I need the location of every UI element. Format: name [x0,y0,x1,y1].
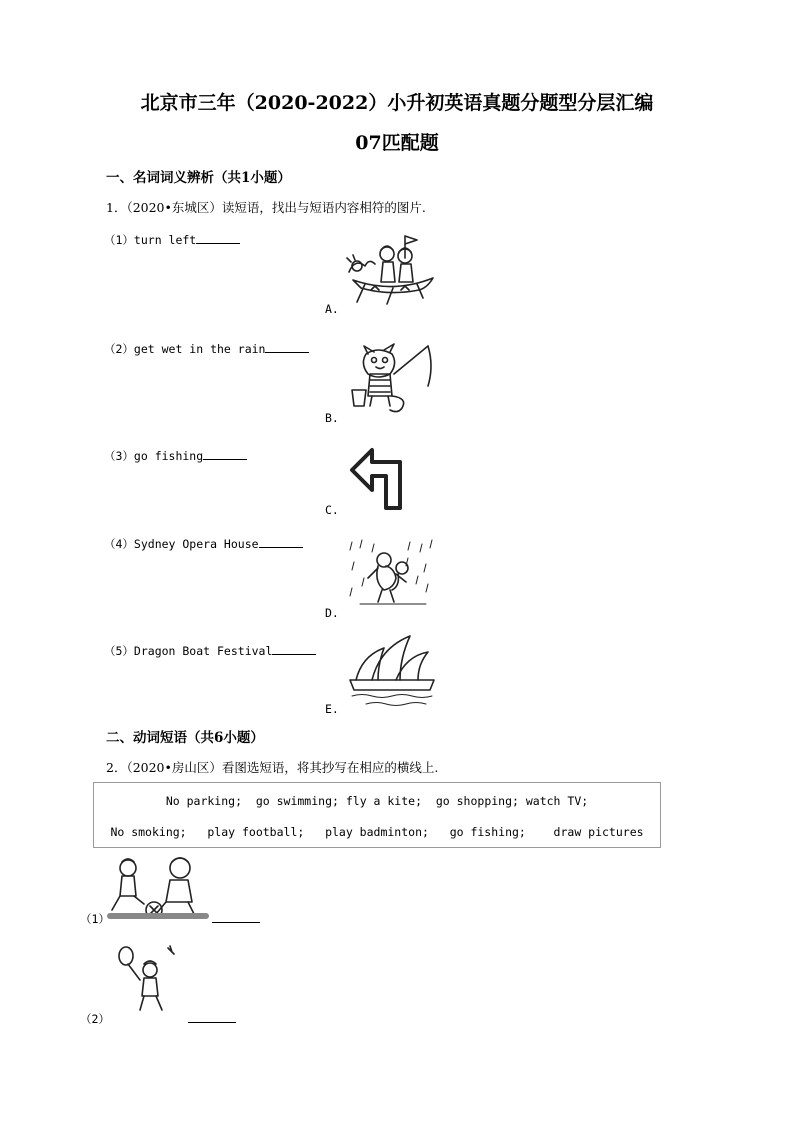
q2-item-1-blank[interactable] [212,911,260,923]
q1-item-2-blank[interactable] [265,341,309,353]
q1-item-3-blank[interactable] [203,448,247,460]
q1-item-2-label: （2）get wet in the rain [104,342,266,356]
q1-item-1-label: （1）turn left [104,233,197,247]
q1-item-5-label: （5）Dragon Boat Festival [104,644,273,658]
page-title: 北京市三年（2020-2022）小升初英语真题分题型分层汇编 [140,92,654,114]
q1-item-4-blank[interactable] [259,536,303,548]
word-bank-line-2: No smoking; play football; play badminton; go fishing; draw pictures [110,825,644,839]
q2-item-1 [80,911,260,927]
q2-item-2-blank[interactable] [188,1011,236,1023]
q2-item-2-label: （2） [80,1012,110,1026]
q2-item-2 [80,1011,236,1027]
question-2-prompt: 2．（2020•房山区）看图选短语，将其抄写在相应的横线上. [106,760,439,775]
word-bank-box [93,782,661,848]
section-1-heading: 一、名词词义辨析（共1小题） [106,170,291,186]
q2-item-1-label: （1） [80,912,110,926]
badminton-picture [114,944,180,1014]
q1-item-1-blank[interactable] [196,232,240,244]
option-e-label: E. [325,702,339,716]
q1-item-4-label: （4）Sydney Opera House [104,537,259,551]
option-b-label: B. [325,411,339,425]
option-d-label: D. [325,606,339,620]
q1-item-5 [104,643,316,659]
cat-fishing-picture [348,344,438,414]
q1-item-5-blank[interactable] [272,643,316,655]
section-2-heading: 二、动词短语（共6小题） [106,730,264,746]
q1-item-2 [104,341,309,357]
word-bank-line-1: No parking; go swimming; fly a kite; go shopping; watch TV; [165,794,589,808]
rain-picture [348,538,436,608]
page-subtitle: 07匹配题 [355,132,439,154]
q1-item-1 [104,232,240,248]
q1-item-4 [104,536,303,552]
q1-item-3 [104,448,247,464]
option-a-label: A. [325,302,339,316]
dragon-boat-picture [345,232,437,306]
question-1-prompt: 1．（2020•东城区）读短语，找出与短语内容相符的图片. [106,200,426,215]
option-c-label: C. [325,503,339,517]
turn-left-arrow-picture [350,446,412,512]
q1-item-3-label: （3）go fishing [104,449,204,463]
sydney-opera-house-picture [346,632,438,714]
